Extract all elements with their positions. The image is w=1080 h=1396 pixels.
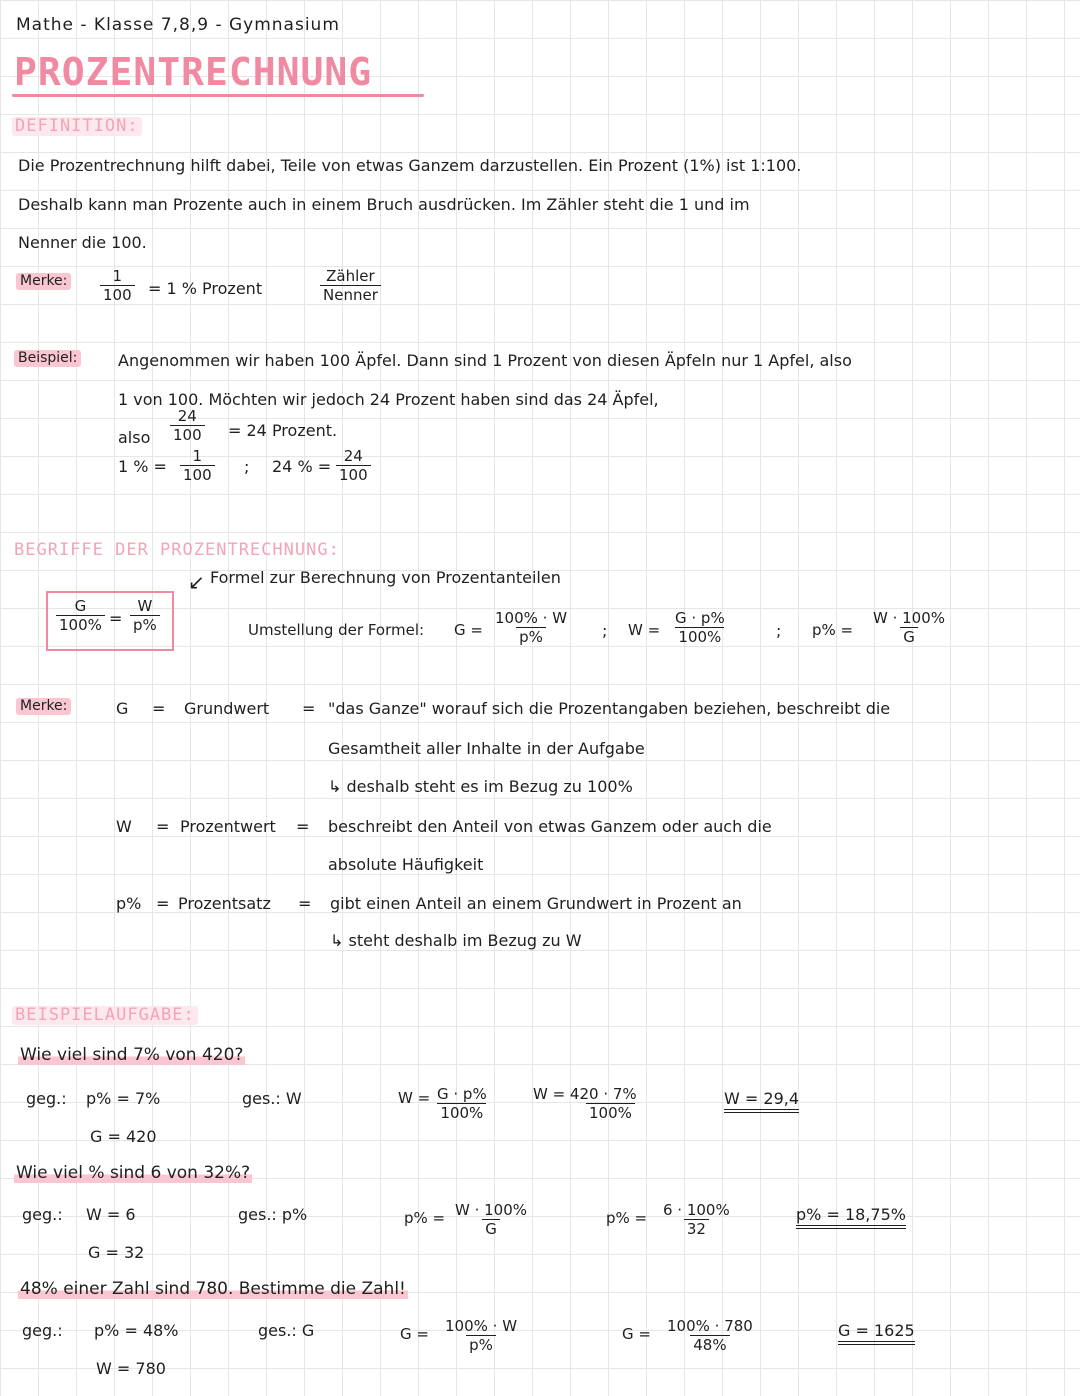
w-description-1: beschreibt den Anteil von etwas Ganzem oder auch die [328, 817, 772, 836]
transform-p-den: G [900, 627, 918, 646]
example-fraction-24b-den: 100 [336, 465, 371, 484]
formula-box-right [130, 598, 160, 635]
task-3-substitution-num: 100% · 780 [667, 1317, 753, 1335]
example-separator: ; [244, 457, 250, 476]
transform-g-fraction [492, 610, 570, 647]
formula-box-left-num: G [74, 597, 87, 615]
merke-label-terms: Merke: [16, 698, 71, 715]
merke-fraction-numerator: 1 [112, 267, 123, 285]
definition-line-3: Nenner die 100. [18, 233, 147, 252]
task-3-geg: geg.: [22, 1321, 63, 1340]
page-subtitle: Mathe - Klasse 7,8,9 - Gymnasium [16, 15, 340, 35]
example-equals-24: = 24 Prozent. [228, 421, 338, 440]
zaehler-label: Zähler [326, 267, 375, 285]
formula-box-left [56, 598, 105, 635]
task-3-question: 48% einer Zahl sind 780. Bestimme die Zahl! [20, 1279, 406, 1299]
example-one-percent: 1 % = [118, 457, 167, 476]
transform-label: Umstellung der Formel: [248, 621, 425, 639]
task-2-substitution-lhs: p% = [606, 1209, 648, 1227]
task-3-ges: ges.: G [258, 1321, 315, 1340]
formula-box-right-den: p% [130, 615, 160, 634]
example-fraction-24b [336, 448, 371, 485]
example-line-1: Angenommen wir haben 100 Äpfel. Dann sind 1 Prozent von diesen Äpfeln nur 1 Apfel, also [118, 351, 852, 370]
task-3-formula-den: p% [466, 1335, 496, 1354]
page-title: PROZENTRECHNUNG [14, 50, 373, 94]
task-1-formula-lhs: W = [398, 1089, 431, 1107]
task-2-substitution-num: 6 · 100% [663, 1201, 730, 1219]
task-2-given-2: G = 32 [88, 1243, 145, 1262]
task-3-given-1: p% = 48% [94, 1321, 179, 1340]
example-line-2: 1 von 100. Möchten wir jedoch 24 Prozent haben sind das 24 Äpfel, [118, 390, 659, 409]
example-also: also [118, 428, 151, 447]
example-fraction-24 [170, 408, 205, 445]
task-1-formula-den: 100% [437, 1103, 486, 1122]
transform-g-lhs: G = [454, 621, 483, 639]
task-2-substitution-fraction [660, 1202, 733, 1239]
w-name: Prozentwert [180, 817, 276, 836]
task-2-formula-lhs: p% = [404, 1209, 446, 1227]
task-1-formula-fraction [434, 1086, 490, 1123]
transform-g-num: 100% · W [495, 609, 568, 627]
transform-w-num: G · p% [675, 609, 725, 627]
p-name: Prozentsatz [178, 894, 271, 913]
w-equals: = [156, 817, 170, 836]
w-equals-2: = [296, 817, 310, 836]
p-equals-2: = [298, 894, 312, 913]
transform-p-num: W · 100% [873, 609, 946, 627]
transform-w-lhs: W = [628, 621, 661, 639]
g-equals: = [152, 699, 166, 718]
task-1-result: W = 29,4 [724, 1090, 799, 1113]
formula-box-equals: = [109, 609, 123, 628]
task-1-given-2: G = 420 [90, 1127, 157, 1146]
example-fraction-1 [180, 448, 215, 485]
task-1-question: Wie viel sind 7% von 420? [20, 1045, 244, 1065]
definition-heading: DEFINITION: [12, 117, 142, 136]
task-3-formula-lhs: G = [400, 1325, 429, 1343]
task-1-substitution-den: 100% [586, 1103, 635, 1122]
task-1-formula-num: G · p% [437, 1085, 487, 1103]
task-3-given-2: W = 780 [96, 1359, 166, 1378]
example-24-percent: 24 % = [272, 457, 332, 476]
zaehler-nenner-fraction [320, 268, 381, 305]
task-2-geg: geg.: [22, 1205, 63, 1224]
merke-equation: = 1 % Prozent [148, 279, 263, 298]
task-2-result: p% = 18,75% [796, 1206, 906, 1229]
definition-line-2: Deshalb kann man Prozente auch in einem Bruch ausdrücken. Im Zähler steht die 1 und im [18, 195, 750, 214]
g-description-3: ↳ deshalb steht es im Bezug zu 100% [328, 777, 633, 796]
g-description-1: "das Ganze" worauf sich die Prozentangaben beziehen, beschreibt die [328, 699, 891, 718]
p-symbol: p% [116, 894, 142, 913]
arrow-icon: ↙ [188, 570, 205, 594]
task-3-substitution-den: 48% [690, 1335, 729, 1354]
task-2-given-1: W = 6 [86, 1205, 136, 1224]
g-equals-2: = [302, 699, 316, 718]
merke-fraction [100, 268, 135, 305]
task-1-geg: geg.: [26, 1089, 67, 1108]
p-equals: = [156, 894, 170, 913]
definition-line-1: Die Prozentrechnung hilft dabei, Teile von etwas Ganzem darzustellen. Ein Prozent (1%) ist 1:100. [18, 156, 802, 175]
example-fraction-24-den: 100 [170, 425, 205, 444]
merke-label-definition: Merke: [16, 273, 71, 290]
transform-p-fraction [870, 610, 948, 647]
task-3-substitution-lhs: G = [622, 1325, 651, 1343]
task-2-ges: ges.: p% [238, 1205, 308, 1224]
transform-sep-2: ; [776, 621, 782, 640]
terms-heading: BEGRIFFE DER PROZENTRECHNUNG: [14, 540, 340, 560]
task-3-formula-fraction [442, 1318, 520, 1355]
task-2-question: Wie viel % sind 6 von 32%? [16, 1163, 251, 1183]
task-1-substitution-num: W = 420 · 7% [533, 1085, 637, 1103]
tasks-heading: BEISPIELAUFGABE: [12, 1006, 198, 1025]
task-2-formula-den: G [482, 1219, 500, 1238]
g-symbol: G [116, 699, 129, 718]
task-3-formula-num: 100% · W [445, 1317, 518, 1335]
example-fraction-1-den: 100 [180, 465, 215, 484]
w-symbol: W [116, 817, 132, 836]
g-name: Grundwert [184, 699, 270, 718]
task-2-formula-fraction [452, 1202, 530, 1239]
task-1-given-1: p% = 7% [86, 1089, 161, 1108]
w-description-2: absolute Häufigkeit [328, 855, 484, 874]
transform-sep-1: ; [602, 621, 608, 640]
task-1-substitution [530, 1086, 640, 1123]
task-3-result: G = 1625 [838, 1322, 915, 1345]
formula-box-left-den: 100% [56, 615, 105, 634]
task-3-substitution-fraction [664, 1318, 756, 1355]
task-1-ges: ges.: W [242, 1089, 302, 1108]
task-2-formula-num: W · 100% [455, 1201, 528, 1219]
transform-g-den: p% [516, 627, 546, 646]
beispiel-label: Beispiel: [14, 350, 81, 367]
nenner-label: Nenner [320, 285, 381, 304]
transform-w-den: 100% [675, 627, 724, 646]
g-description-2: Gesamtheit aller Inhalte in der Aufgabe [328, 739, 645, 758]
example-fraction-24b-num: 24 [343, 447, 363, 465]
p-description-1: gibt einen Anteil an einem Grundwert in Prozent an [330, 894, 742, 913]
transform-w-fraction [672, 610, 728, 647]
p-description-2: ↳ steht deshalb im Bezug zu W [330, 931, 582, 950]
example-fraction-24-num: 24 [177, 407, 197, 425]
title-underline [12, 94, 424, 97]
transform-p-lhs: p% = [812, 621, 854, 639]
formula-note: Formel zur Berechnung von Prozentanteilen [210, 568, 561, 587]
merke-fraction-denominator: 100 [100, 285, 135, 304]
formula-box-right-num: W [137, 597, 153, 615]
task-2-substitution-den: 32 [684, 1219, 709, 1238]
example-fraction-1-num: 1 [192, 447, 203, 465]
